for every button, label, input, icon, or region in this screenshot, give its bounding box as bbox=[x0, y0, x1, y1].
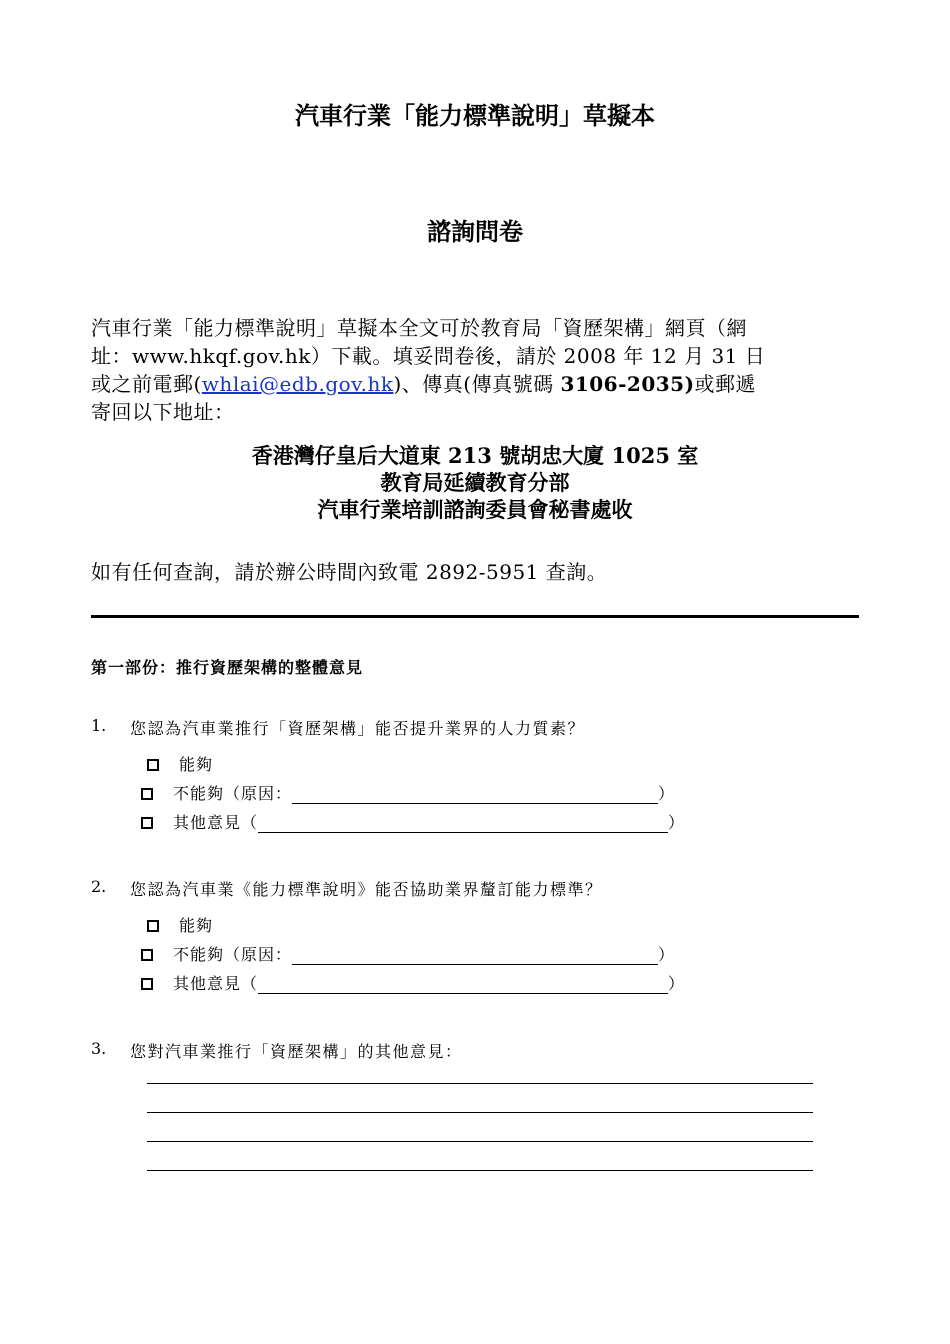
answer-line[interactable] bbox=[147, 1112, 813, 1113]
answer-line[interactable] bbox=[147, 1083, 813, 1084]
document-title: 汽車行業「能力標準說明」草擬本 bbox=[295, 101, 655, 130]
q1-option-yes-label: 能夠 bbox=[179, 755, 214, 774]
question-2-text: 您認為汽車業《能力標準說明》能否協助業界釐訂能力標準？ bbox=[130, 880, 603, 899]
intro-line-2: 址：www.hkqf.gov.hk）下載。填妥問卷後，請於 2008 年 12 月 31 日 bbox=[91, 344, 766, 368]
checkbox-icon[interactable] bbox=[141, 978, 153, 990]
q1-option-other[interactable] bbox=[141, 810, 685, 833]
q2-option-other[interactable] bbox=[141, 971, 685, 994]
checkbox-icon[interactable] bbox=[141, 817, 153, 829]
answer-line[interactable] bbox=[147, 1141, 813, 1142]
q2-reason-blank[interactable] bbox=[292, 946, 658, 965]
mailing-address bbox=[0, 442, 950, 523]
q2-option-no-label: 不能夠（原因： bbox=[173, 945, 293, 964]
question-3-number: 3. bbox=[91, 1039, 107, 1058]
q2-option-no[interactable] bbox=[141, 942, 675, 965]
intro-line-3 bbox=[91, 370, 859, 398]
checkbox-icon[interactable] bbox=[147, 759, 159, 771]
intro-line-3-post: 或郵遞 bbox=[694, 372, 757, 396]
q2-other-close-paren: ） bbox=[668, 974, 686, 993]
fax-number: 3106-2035) bbox=[560, 372, 695, 396]
address-line-2: 教育局延續教育分部 bbox=[380, 470, 570, 495]
answer-line[interactable] bbox=[147, 1170, 813, 1171]
q1-other-blank[interactable] bbox=[258, 814, 668, 833]
document-subtitle: 諮詢問卷 bbox=[427, 217, 523, 246]
q1-option-no[interactable] bbox=[141, 781, 675, 804]
intro-line-3-pre: 或之前電郵( bbox=[91, 372, 202, 396]
q2-option-yes[interactable] bbox=[147, 913, 213, 936]
enquiry-text: 如有任何查詢，請於辦公時間內致電 2892-5951 查詢。 bbox=[91, 560, 608, 584]
section-1-title: 第一部份：推行資歷架構的整體意見 bbox=[91, 658, 364, 677]
q1-other-close-paren: ） bbox=[668, 813, 686, 832]
email-link[interactable]: whlai@edb.gov.hk bbox=[201, 372, 394, 396]
q2-option-yes-label: 能夠 bbox=[179, 916, 214, 935]
checkbox-icon[interactable] bbox=[147, 920, 159, 932]
address-line-1: 香港灣仔皇后大道東 213 號胡忠大廈 1025 室 bbox=[251, 443, 699, 468]
checkbox-icon[interactable] bbox=[141, 949, 153, 961]
q1-option-no-label: 不能夠（原因： bbox=[173, 784, 293, 803]
question-2-number: 2. bbox=[91, 877, 107, 896]
section-divider bbox=[91, 615, 859, 618]
question-1-number: 1. bbox=[91, 716, 107, 735]
address-line-3: 汽車行業培訓諮詢委員會秘書處收 bbox=[317, 497, 633, 522]
q1-option-other-label: 其他意見（ bbox=[173, 813, 259, 832]
q1-option-yes[interactable] bbox=[147, 752, 213, 775]
q1-reason-blank[interactable] bbox=[292, 785, 658, 804]
intro-line-3-mid: )、傳真(傳真號碼 bbox=[393, 372, 561, 396]
intro-line-1: 汽車行業「能力標準說明」草擬本全文可於教育局「資歷架構」網頁（網 bbox=[91, 316, 747, 340]
q2-option-other-label: 其他意見（ bbox=[173, 974, 259, 993]
q1-close-paren: ） bbox=[658, 784, 676, 803]
question-1-text: 您認為汽車業推行「資歷架構」能否提升業界的人力質素？ bbox=[130, 719, 586, 738]
q2-other-blank[interactable] bbox=[258, 975, 668, 994]
checkbox-icon[interactable] bbox=[141, 788, 153, 800]
q2-close-paren: ） bbox=[658, 945, 676, 964]
intro-paragraph bbox=[91, 314, 859, 426]
intro-line-4: 寄回以下地址： bbox=[91, 400, 235, 424]
question-3-text: 您對汽車業推行「資歷架構」的其他意見： bbox=[130, 1042, 463, 1061]
